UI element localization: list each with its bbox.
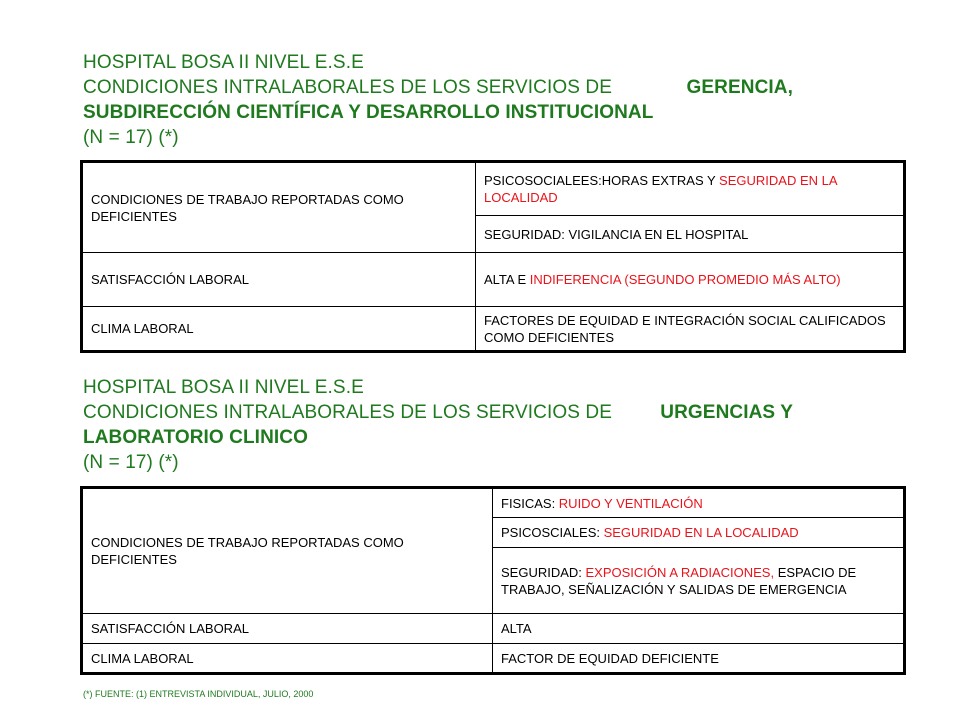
cell-highlight: INDIFERENCIA (SEGUNDO PROMEDIO MÁS ALTO)	[529, 272, 841, 287]
table-row	[82, 614, 905, 644]
table-cell-label: CLIMA LABORAL	[82, 644, 493, 674]
table-cell-value: SEGURIDAD: VIGILANCIA EN EL HOSPITAL	[476, 216, 905, 253]
section1-heading	[83, 50, 803, 150]
cell-highlight: SEGURIDAD EN LA LOCALIDAD	[484, 173, 837, 205]
table-cell-value	[493, 518, 905, 548]
section1-title: HOSPITAL BOSA II NIVEL E.S.E	[83, 52, 364, 73]
cell-highlight: SEGURIDAD EN LA LOCALIDAD	[603, 525, 799, 540]
cell-text: SEGURIDAD:	[501, 564, 586, 580]
table-cell-value: FACTORES DE EQUIDAD E INTEGRACIÓN SOCIAL CALIFICADOS COMO DEFICIENTES	[476, 307, 905, 352]
cell-text: FISICAS:	[501, 495, 559, 511]
table-cell-value	[493, 488, 905, 518]
section1-subtitle-line2	[83, 100, 803, 125]
table-cell-label: CONDICIONES DE TRABAJO REPORTADAS COMO DEFICIENTES	[82, 488, 493, 614]
section2-subtitle-line2	[83, 425, 823, 450]
cell-highlight: RUIDO Y VENTILACIÓN	[558, 495, 703, 511]
section2-subtitle-prefix: CONDICIONES INTRALABORALES DE LOS SERVICIOS DE	[83, 402, 612, 423]
section2-table	[80, 486, 906, 675]
table-row	[82, 644, 905, 674]
table-cell-value: FACTOR DE EQUIDAD DEFICIENTE	[493, 644, 905, 674]
section2-n-note: (N = 17) (*)	[83, 452, 179, 473]
table-cell-label: SATISFACCIÓN LABORAL	[82, 614, 493, 644]
table-row	[82, 162, 905, 216]
section1-subtitle-prefix: CONDICIONES INTRALABORALES DE LOS SERVICIOS DE	[83, 77, 612, 98]
cell-text: PSICOSOCIALEES:HORAS EXTRAS Y	[484, 173, 720, 188]
section2-title: HOSPITAL BOSA II NIVEL E.S.E	[83, 377, 364, 398]
table-cell-label: SATISFACCIÓN LABORAL	[82, 253, 476, 307]
table-cell-value	[476, 253, 905, 307]
cell-text-rest: ESPACIO DE TRABAJO, SEÑALIZACIÓN Y SALIDAS DE EMERGENCIA	[501, 564, 857, 597]
table-cell-label: CLIMA LABORAL	[82, 307, 476, 352]
cell-highlight: EXPOSICIÓN A RADIACIONES,	[585, 564, 775, 580]
source-footnote: (*) FUENTE: (1) ENTREVISTA INDIVIDUAL, JULIO, 2000	[83, 689, 314, 699]
cell-text: ALTA E	[484, 272, 530, 287]
table-row	[82, 488, 905, 518]
section1-n-note: (N = 17) (*)	[83, 127, 179, 148]
section1-subtitle-line1	[83, 75, 793, 100]
section2-subtitle-bold-b: LABORATORIO CLINICO	[83, 427, 308, 448]
cell-text: PSICOSCIALES:	[501, 525, 604, 540]
section2-subtitle-line1	[83, 400, 793, 425]
table-cell-value: ALTA	[493, 614, 905, 644]
table-row	[82, 307, 905, 352]
table-cell-value	[476, 162, 905, 216]
section1-subtitle-bold-b: SUBDIRECCIÓN CIENTÍFICA Y DESARROLLO INSTITUCIONAL	[83, 102, 654, 123]
section1-subtitle-bold-a: GERENCIA,	[686, 77, 793, 98]
table-row	[82, 253, 905, 307]
table-cell-label: CONDICIONES DE TRABAJO REPORTADAS COMO DEFICIENTES	[82, 162, 476, 253]
section2-heading	[83, 375, 823, 475]
section2-subtitle-bold-a: URGENCIAS Y	[660, 402, 793, 423]
section1-table	[80, 160, 906, 353]
table-cell-value	[493, 548, 905, 614]
